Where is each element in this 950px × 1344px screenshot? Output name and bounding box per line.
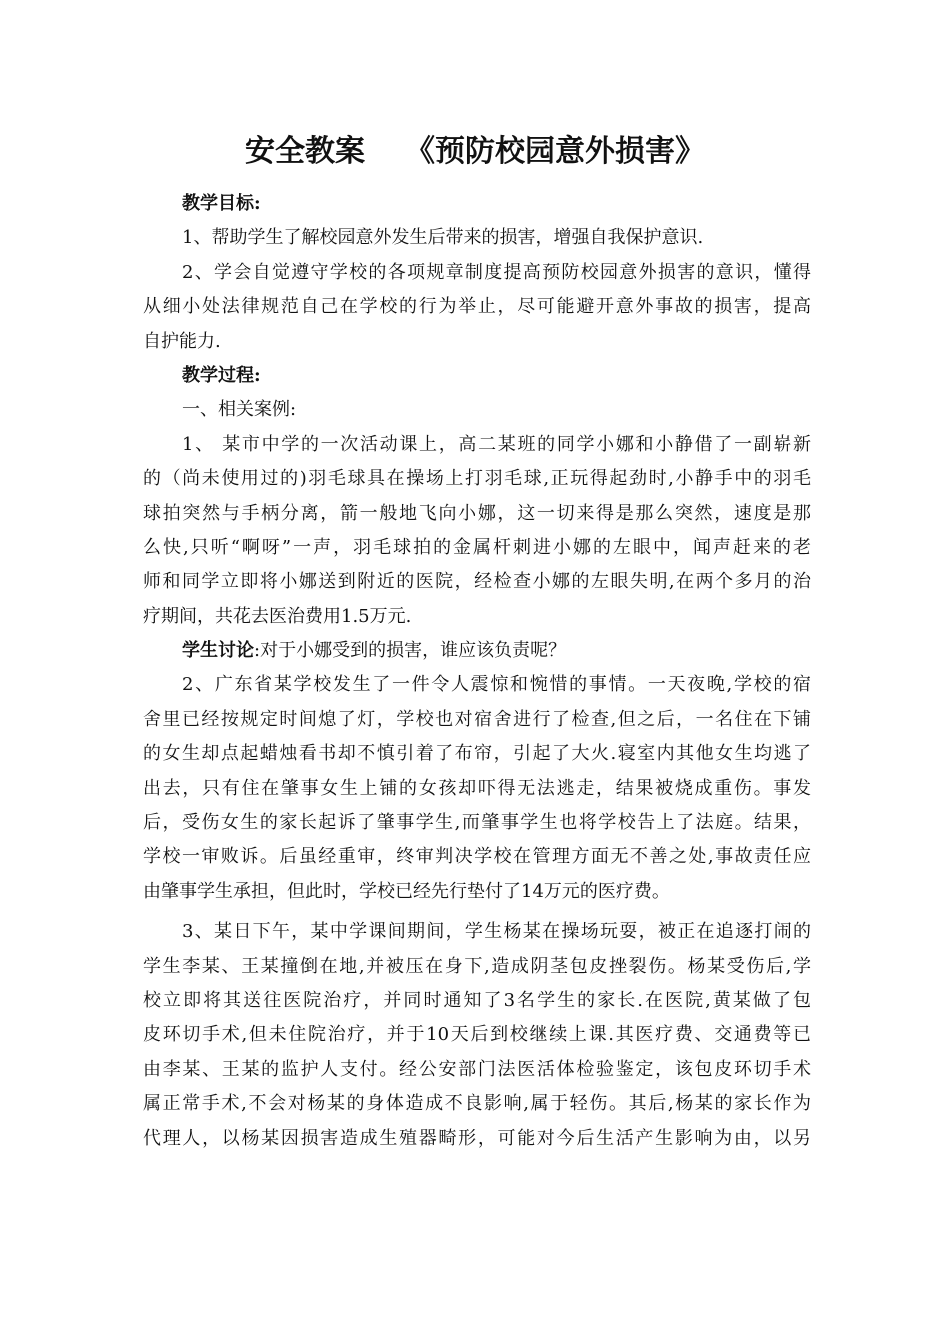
case-1-line: 么快,只听“啊呀”一声，羽毛球拍的金属杆刺进小娜的左眼中，闻声赶来的老 xyxy=(143,536,811,558)
case-3-line: 由李某、王某的监护人支付。经公安部门法医活体检验鉴定，该包皮环切手术 xyxy=(143,1058,811,1080)
teaching-goal-1: 1、帮助学生了解校园意外发生后带来的损害，增强自我保护意识. xyxy=(182,227,704,249)
case-2-line: 后，受伤女生的家长起诉了肇事学生,而肇事学生也将学校告上了法庭。结果， xyxy=(143,812,811,834)
title-part-2: 《预防校园意外损害》 xyxy=(405,134,705,169)
case-2-line: 学校一审败诉。后虽经重审，终审判决学校在管理方面无不善之处,事故责任应 xyxy=(143,846,811,868)
document-title xyxy=(0,132,950,172)
case-3-line: 代理人，以杨某因损害造成生殖器畸形，可能对今后生活产生影响为由，以另 xyxy=(143,1127,811,1149)
case-1-line: 疗期间，共花去医治费用1.5万元. xyxy=(143,605,412,627)
related-cases-heading: 一、相关案例: xyxy=(182,399,297,421)
case-1-line: 师和同学立即将小娜送到附近的医院，经检查小娜的左眼失明,在两个多月的治 xyxy=(143,571,811,593)
title-part-1: 安全教案 xyxy=(245,134,365,169)
case-2-line: 的女生却点起蜡烛看书却不慎引着了布帘，引起了大火.寝室内其他女生均逃了 xyxy=(143,743,811,765)
case-1-line: 的（尚未使用过的)羽毛球具在操场上打羽毛球,正玩得起劲时,小静手中的羽毛 xyxy=(143,468,811,490)
case-2-line: 2、广东省某学校发生了一件令人震惊和惋惜的事情。一天夜晚,学校的宿 xyxy=(182,674,811,696)
student-discussion-label: 学生讨论 xyxy=(182,640,254,662)
case-3-line: 属正常手术,不会对杨某的身体造成不良影响,属于轻伤。其后,杨某的家长作为 xyxy=(143,1093,811,1115)
teaching-goal-2: 2、学会自觉遵守学校的各项规章制度提高预防校园意外损害的意识，懂得 xyxy=(182,261,811,283)
student-discussion xyxy=(143,634,811,668)
case-1-line: 1、 某市中学的一次活动课上，高二某班的同学小娜和小静借了一副崭新 xyxy=(182,433,811,455)
case-3-line: 校立即将其送往医院治疗，并同时通知了3名学生的家长.在医院,黄某做了包 xyxy=(143,989,811,1011)
teaching-goal-heading: 教学目标: xyxy=(182,193,261,214)
teaching-goal-2-continued: 从细小处法律规范自己在学校的行为举止，尽可能避开意外事故的损害，提高 xyxy=(143,296,811,318)
teaching-goal-2-end: 自护能力. xyxy=(143,330,221,352)
case-2-line: 出去，只有住在肇事女生上铺的女孩却吓得无法逃走，结果被烧成重伤。事发 xyxy=(143,777,811,799)
case-3-line: 学生李某、王某撞倒在地,并被压在身下,造成阴茎包皮挫裂伤。杨某受伤后,学 xyxy=(143,955,811,977)
case-3-line: 3、某日下午，某中学课间期间，学生杨某在操场玩耍，被正在追逐打闹的 xyxy=(182,921,811,943)
case-2-line: 由肇事学生承担，但此时，学校已经先行垫付了14万元的医疗费。 xyxy=(143,880,670,902)
document-body xyxy=(143,187,811,1156)
student-discussion-question: :对于小娜受到的损害，谁应该负责呢？ xyxy=(254,640,567,662)
case-1-line: 球拍突然与手柄分离，箭一般地飞向小娜，这一切来得是那么突然，速度是那 xyxy=(143,502,811,524)
case-2-line: 舍里已经按规定时间熄了灯，学校也对宿舍进行了检查,但之后，一名住在下铺 xyxy=(143,708,811,730)
case-3-line: 皮环切手术,但未住院治疗，并于10天后到校继续上课.其医疗费、交通费等已 xyxy=(143,1024,811,1046)
teaching-process-heading: 教学过程: xyxy=(182,364,261,386)
